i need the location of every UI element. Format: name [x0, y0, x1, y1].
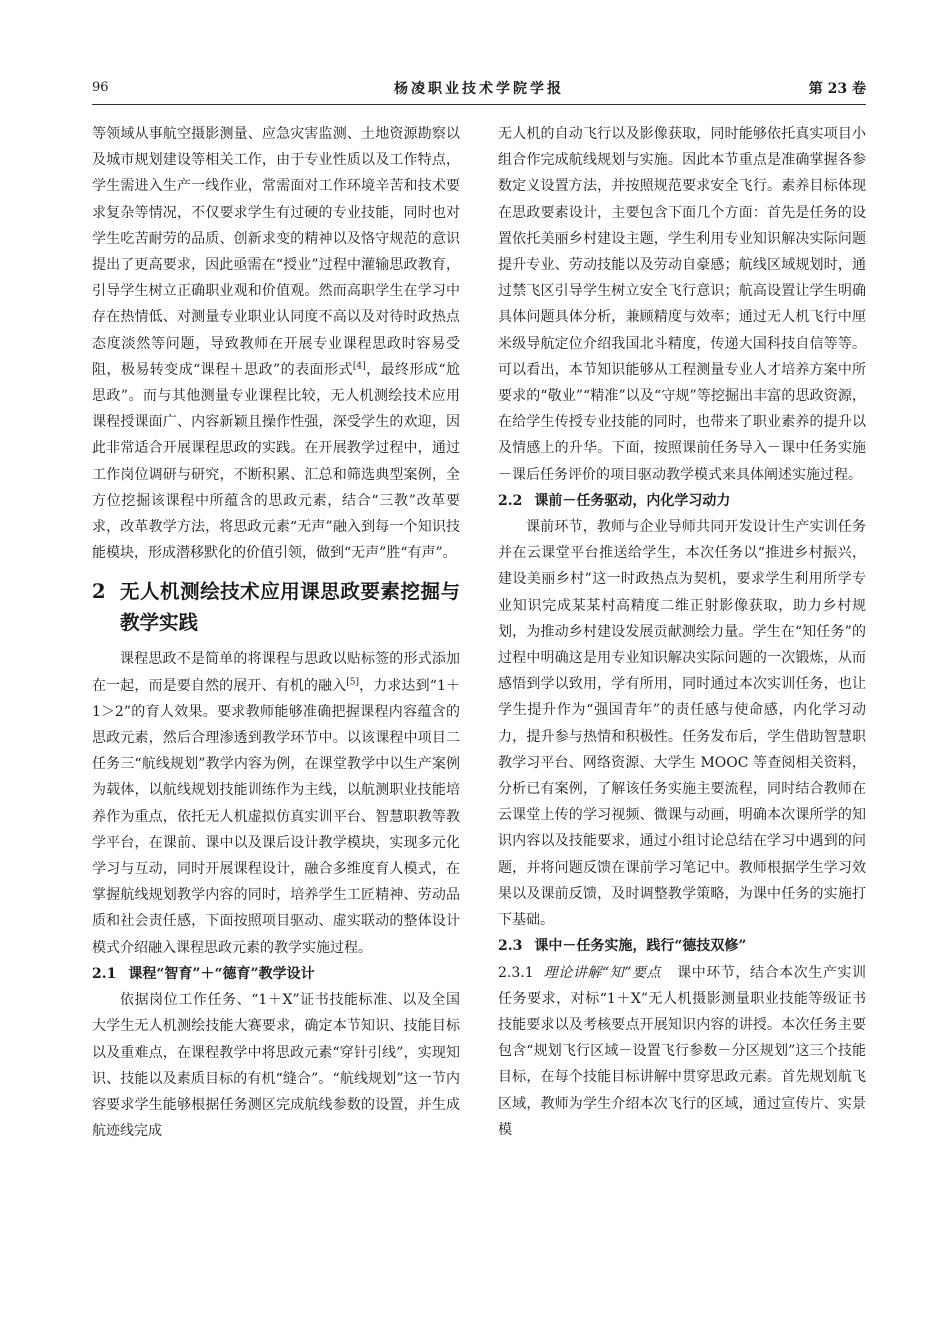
subsection-title: 课前－任务驱动，内化学习动力	[534, 492, 731, 509]
subsection-heading	[498, 488, 866, 514]
subsection-heading	[92, 961, 460, 987]
subsubsection-number: 2.3.1	[498, 964, 534, 981]
section-number: 2	[92, 580, 106, 604]
subsection-title: 课程“智育”＋“德育”教学设计	[128, 965, 315, 982]
citation-ref[interactable]: [5]	[346, 677, 360, 687]
section-heading	[92, 576, 460, 638]
section-title: 无人机测绘技术应用课思政要素挖掘与教学实践	[120, 580, 460, 635]
page-number: 96	[92, 80, 109, 95]
journal-title: 杨凌职业技术学院学报	[394, 81, 564, 97]
subsection-heading	[498, 933, 866, 959]
citation-ref[interactable]: [4]	[352, 361, 366, 372]
subsection-number: 2.1	[92, 965, 117, 982]
left-column	[92, 121, 460, 1144]
subsection-number: 2.2	[498, 492, 523, 509]
paragraph: 课程思政不是简单的将课程与思政以贴标签的形式添加在一起，而是要自然的展开、有机的融入[5]，力求达到“1＋1＞2”的育人效果。要求教师能够准确把握课程内容蕴含的思政元素，然后合理渗透到教学环节中。以该课程中项目二任务三“航线规划”教学内容为例，在课堂教学中以生产案例为载体，以航线规划技能训练作为主线，以航测职业技能培养作为重点，依托无人机虚拟仿真实训平台、智慧职教等教学平台，在课前、课中以及课后设计教学模块，实现多元化学习与互动，同时开展课程设计，融合多维度育人模式，在掌握航线规划教学内容的同时，培养学生工匠精神、劳动品质和社会责任感，下面按照项目驱动、虚实联动的整体设计模式介绍融入课程思政元素的教学实施过程。	[92, 651, 460, 956]
volume-label: 第 23 卷	[808, 81, 866, 97]
running-header	[92, 78, 866, 100]
paragraph: 2.3.1 理论讲解“知”要点 课中环节，结合本次生产实训任务要求，对标“1＋X”无人机摄影测量职业技能等级证书技能要求以及考核要点开展知识内容的讲授。本次任务主要包含“规划飞行区域－设置飞行参数－分区规划”这三个技能目标，在每个技能目标讲解中贯穿思政元素。首先规划航飞区域，教师为学生介绍本次飞行的区域，通过宣传片、实景模	[498, 964, 866, 1138]
right-column	[498, 121, 866, 1143]
paragraph: 等领域从事航空摄影测量、应急灾害监测、土地资源勘察以及城市规划建设等相关工作，由于专业性质以及工作特点，学生需进入生产一线作业，常需面对工作环境辛苦和技术要求复杂等情况，不仅要求学生有过硬的专业技能，同时也对学生吃苦耐劳的品质、创新求变的精神以及恪守规范的意识提出了更高要求，因此亟需在“授业”过程中灌输思政教育，引导学生树立正确职业观和价值观。然而高职学生在学习中存在热情低、对测量专业职业认同度不高以及对待时政热点态度淡然等问题，导致教师在开展专业课程思政时容易受阻，极易转变成“课程＋思政”的表面形式[4]，最终形成“尬思政”。而与其他测量专业课程比较，无人机测绘技术应用课程授课面广、内容新颖且操作性强，深受学生的欢迎，因此非常适合开展课程思政的实践。在开展教学过程中，通过工作岗位调研与研究，不断积累、汇总和筛选典型案例，全方位挖掘该课程中所蕴含的思政元素，结合“三教”改革要求，改革教学方法，将思政元素“无声”融入到每一个知识技能模块，形成潜移默化的价值引领，做到“无声”胜“有声”。	[92, 126, 460, 562]
header-rule	[92, 104, 866, 105]
paragraph: 无人机的自动飞行以及影像获取，同时能够依托真实项目小组合作完成航线规划与实施。因此本节重点是准确掌握各参数定义设置方法，并按照规范要求安全飞行。素养目标体现在思政要素设计，主要包含下面几个方面：首先是任务的设置依托美丽乡村建设主题，学生利用专业知识解决实际问题提升专业、劳动技能以及劳动自豪感；航线区域规划时，通过禁飞区引导学生树立安全飞行意识；航高设置让学生明确具体问题具体分析，兼顾精度与效率；通过无人机飞行中厘米级导航定位介绍我国北斗精度，传递大国科技自信等等。可以看出，本节知识能够从工程测量专业人才培养方案中所要求的“敬业”“精准”以及“守规”等挖掘出丰富的思政资源，在给学生传授专业技能的同时，也带来了职业素养的提升以及情感上的升华。下面，按照课前任务导入－课中任务实施－课后任务评价的项目驱动教学模式来具体阐述实施过程。	[498, 126, 866, 483]
paragraph: 课前环节，教师与企业导师共同开发设计生产实训任务并在云课堂平台推送给学生，本次任务以“推进乡村振兴，建设美丽乡村”这一时政热点为契机，要求学生利用所学专业知识完成某某村高精度二维正射影像获取，助力乡村规划，为推动乡村建设发展贡献测绘力量。学生在“知任务”的过程中明确这是用专业知识解决实际问题的一次锻炼，从而感悟到学以致用，学有所用，同时通过本次实训任务，也让学生提升作为“强国青年”的责任感与使命感，内化学习动力，提升参与热情和积极性。任务发布后，学生借助智慧职教学习平台、网络资源、大学生 MOOC 等查阅相关资料，分析已有案例，了解该任务实施主要流程，同时结合教师在云课堂上传的学习视频、微课与动画，明确本次课所学的知识内容以及技能要求，通过小组讨论总结在学习中遇到的问题，并将问题反馈在课前学习笔记中。教师根据学生学习效果以及课前反馈，及时调整教学策略，为课中任务的实施打下基础。	[498, 519, 866, 929]
subsection-number: 2.3	[498, 938, 523, 955]
subsubsection-title: 理论讲解“知”要点	[543, 964, 662, 981]
paragraph: 依据岗位工作任务、“1＋X”证书技能标准、以及全国大学生无人机测绘技能大赛要求，确定本节知识、技能目标以及重难点，在课程教学中将思政元素“穿针引线”，实现知识、技能以及素质目标的有机“缝合”。“航线规划”这一节内容要求学生能够根据任务测区完成航线参数的设置，并生成航迹线完成	[92, 992, 460, 1140]
subsection-title: 课中－任务实施，践行“德技双修”	[534, 938, 747, 955]
